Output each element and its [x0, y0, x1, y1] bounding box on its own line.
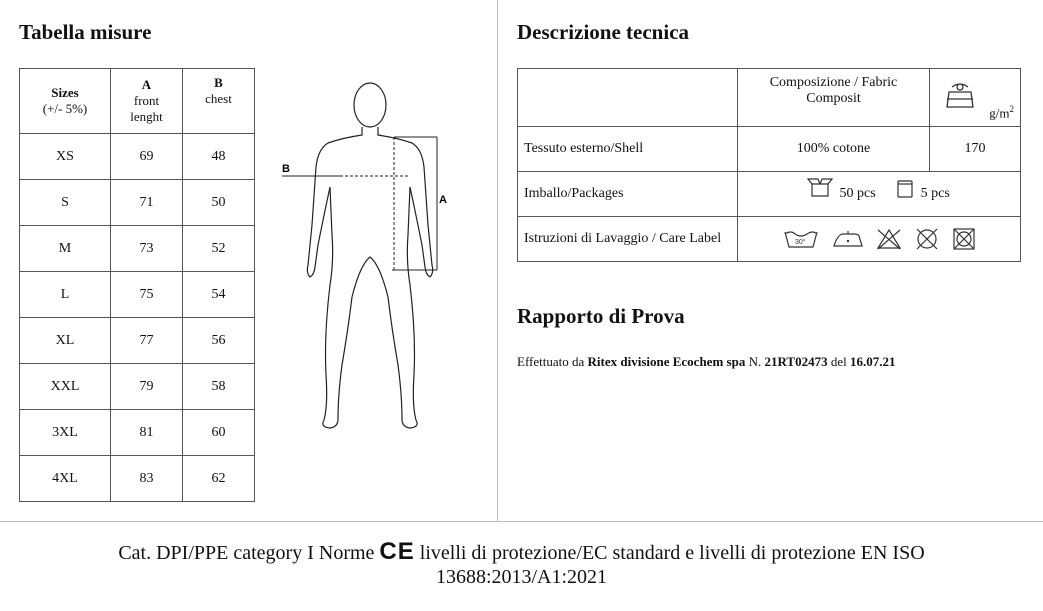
b-cell: 48	[183, 134, 255, 180]
table-row	[518, 217, 1021, 262]
table-row	[20, 134, 255, 180]
a-cell: 69	[111, 134, 183, 180]
weight-icon	[944, 79, 976, 111]
size-table-title: Tabella misure	[19, 20, 152, 44]
shell-composition: 100% cotone	[738, 127, 930, 172]
b-cell: 50	[183, 180, 255, 226]
measure-b-label: B	[282, 163, 290, 175]
composition-label-1: Composizione / Fabric	[769, 75, 898, 90]
report-date: 16.07.21	[849, 354, 896, 369]
table-row	[20, 226, 255, 272]
report-text-1: Effettuato da	[517, 354, 588, 369]
table-row	[20, 410, 255, 456]
box-icon	[806, 175, 834, 199]
body-measurement-figure	[282, 75, 462, 440]
b-cell: 56	[183, 318, 255, 364]
a-cell: 73	[111, 226, 183, 272]
report-lab: Ritex divisione Ecochem spa	[587, 354, 746, 369]
report-title: Rapporto di Prova	[517, 304, 685, 328]
wash-30-icon	[783, 228, 819, 250]
report-text-2: N.	[745, 354, 765, 369]
sizes-label: Sizes	[51, 85, 79, 100]
size-cell: L	[20, 272, 111, 318]
tech-table	[517, 68, 1021, 262]
tech-header-composition	[738, 69, 930, 127]
footer-line-2: 13688:2013/A1:2021	[435, 566, 608, 588]
size-cell: XL	[20, 318, 111, 364]
b-cell: 54	[183, 272, 255, 318]
size-table	[19, 68, 255, 502]
a-letter: A	[141, 77, 152, 92]
table-row	[20, 272, 255, 318]
shell-label: Tessuto esterno/Shell	[518, 127, 738, 172]
table-row	[20, 364, 255, 410]
table-row	[20, 318, 255, 364]
header-a	[111, 69, 183, 134]
unit-exponent: 2	[1009, 103, 1014, 114]
table-row	[518, 127, 1021, 172]
care-icons	[738, 217, 1021, 262]
measure-a-label: A	[439, 194, 447, 206]
horizontal-divider	[0, 521, 1043, 522]
footer	[0, 540, 1043, 589]
b-cell: 60	[183, 410, 255, 456]
b-cell: 52	[183, 226, 255, 272]
b-letter: B	[214, 75, 223, 90]
a-cell: 79	[111, 364, 183, 410]
report-number: 21RT02473	[764, 354, 828, 369]
b-cell: 62	[183, 456, 255, 502]
no-dry-clean-icon	[914, 228, 940, 250]
wash-temperature: 30°	[795, 239, 806, 246]
vertical-divider	[497, 0, 498, 522]
report-text	[517, 354, 895, 370]
a-cell: 83	[111, 456, 183, 502]
table-row	[518, 172, 1021, 217]
size-cell: XXL	[20, 364, 111, 410]
unit-text: g/m	[989, 105, 1010, 120]
a-label-1: front	[133, 93, 160, 108]
care-label: Istruzioni di Lavaggio / Care Label	[518, 217, 738, 262]
header-b	[183, 69, 255, 134]
size-cell: 4XL	[20, 456, 111, 502]
shell-weight: 170	[930, 127, 1021, 172]
footer-text-post: livelli di protezione/EC standard e livelli di protezione EN ISO	[419, 542, 925, 564]
box-quantity: 50 pcs	[839, 186, 876, 201]
no-tumble-dry-icon	[951, 228, 977, 250]
no-bleach-icon	[876, 228, 902, 250]
tech-header-weight	[930, 69, 1021, 127]
size-cell: 3XL	[20, 410, 111, 456]
footer-text-pre: Cat. DPI/PPE category I Norme	[118, 542, 375, 564]
size-cell: M	[20, 226, 111, 272]
sizes-tolerance: (+/- 5%)	[42, 101, 88, 116]
size-cell: S	[20, 180, 111, 226]
tech-desc-title: Descrizione tecnica	[517, 20, 690, 44]
packages-label: Imballo/Packages	[518, 172, 738, 217]
size-table-header	[20, 69, 255, 134]
a-cell: 77	[111, 318, 183, 364]
composition-label-2: Composit	[806, 91, 861, 106]
iron-icon	[831, 228, 865, 250]
footer-line-1	[0, 540, 1043, 565]
table-row	[20, 456, 255, 502]
bag-quantity: 5 pcs	[920, 186, 950, 201]
ce-mark: CE	[379, 538, 415, 565]
bag-icon	[895, 176, 915, 200]
a-label-2: lenght	[130, 109, 163, 124]
packages-cell	[738, 172, 1021, 217]
a-cell: 81	[111, 410, 183, 456]
a-cell: 71	[111, 180, 183, 226]
header-sizes	[20, 69, 111, 134]
report-text-3: del	[827, 354, 850, 369]
weight-unit	[989, 104, 1014, 121]
b-cell: 58	[183, 364, 255, 410]
human-silhouette	[307, 83, 432, 428]
size-cell: XS	[20, 134, 111, 180]
b-label: chest	[205, 91, 232, 106]
a-cell: 75	[111, 272, 183, 318]
table-row	[20, 180, 255, 226]
tech-header-empty	[518, 69, 738, 127]
tech-header-row	[518, 69, 1021, 127]
